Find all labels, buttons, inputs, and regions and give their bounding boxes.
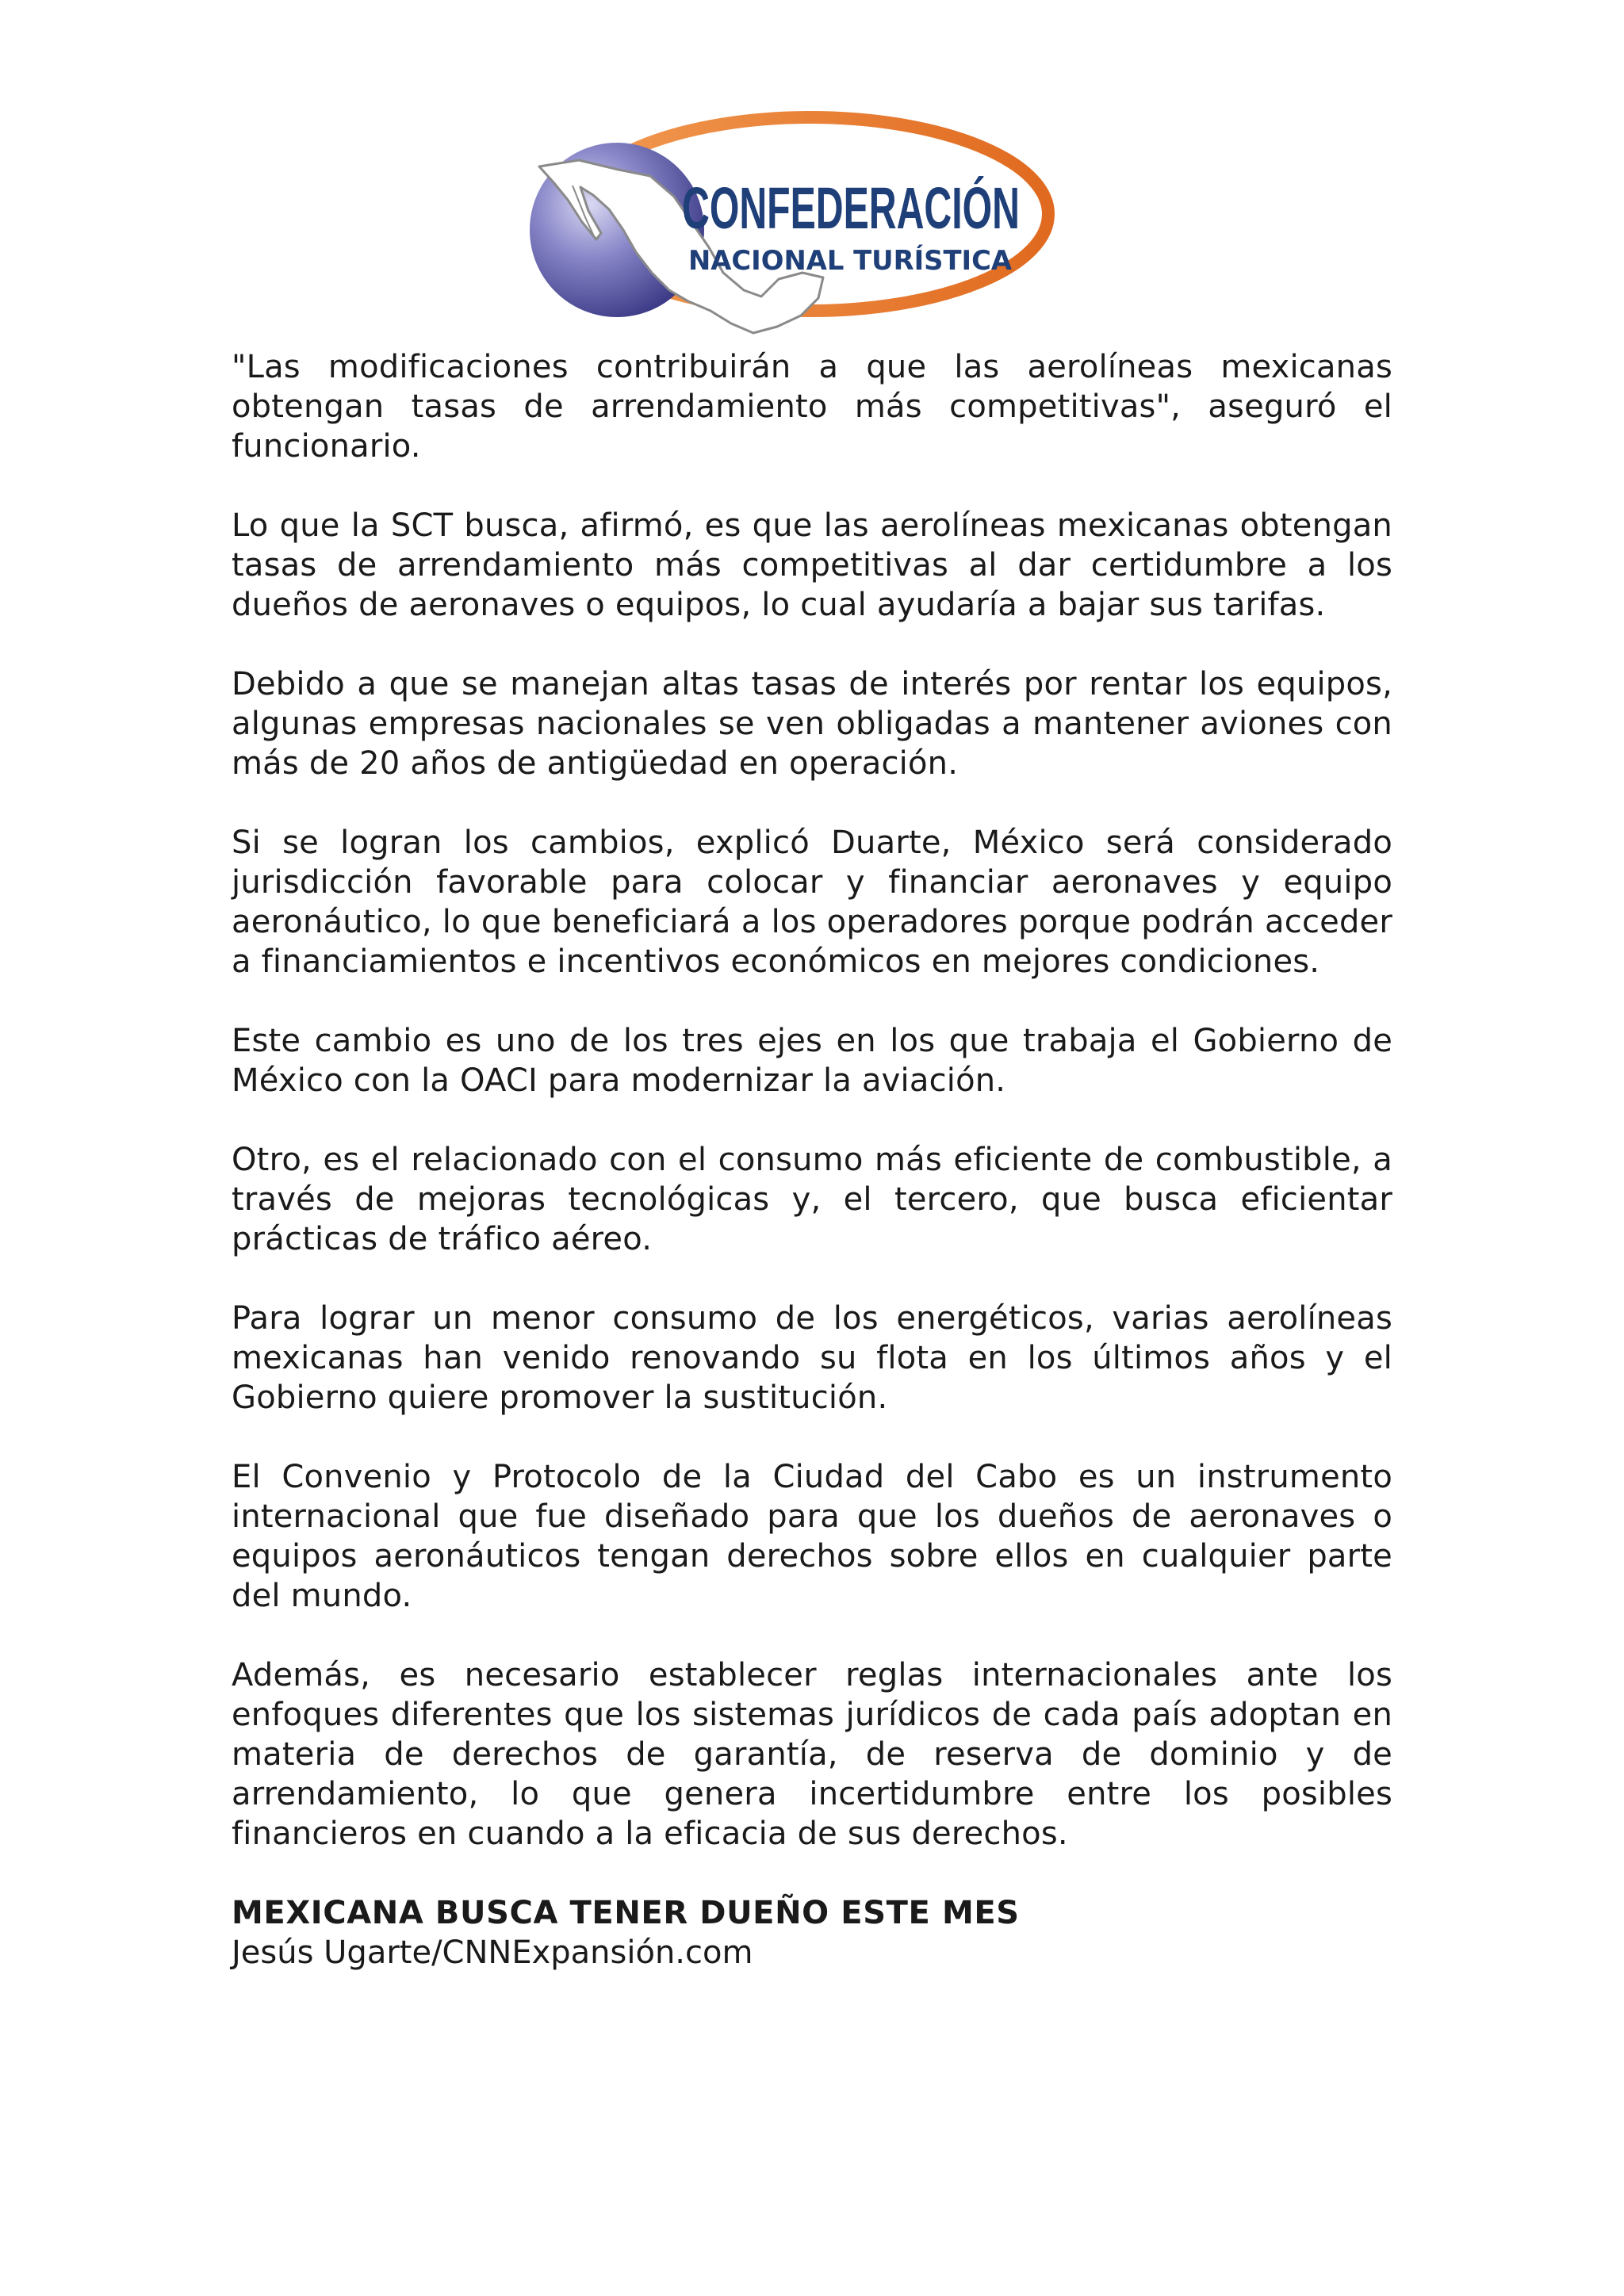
logo-line-1: CONFEDERACIÓN	[682, 175, 1020, 241]
logo-graphic	[523, 103, 1078, 349]
paragraph-8: El Convenio y Protocolo de la Ciudad del Cabo es un instrumento internacional que fue diseñado para que los dueños de aeronaves o equipos aeronáuticos tengan derechos sobre ellos en cualquier parte del mundo.	[232, 1459, 1392, 1614]
paragraph-7: Para lograr un menor consumo de los energéticos, varias aerolíneas mexicanas han venido renovando su flota en los últimos años y el Gobierno quiere promover la sustitución.	[232, 1300, 1392, 1416]
confederacion-logo	[523, 103, 1078, 349]
paragraph-2: Lo que la SCT busca, afirmó, es que las aerolíneas mexicanas obtengan tasas de arrendamiento más competitivas al dar certidumbre a los dueños de aeronaves o equipos, lo cual ayudaría a bajar sus tarifas.	[232, 507, 1392, 623]
paragraph-5: Este cambio es uno de los tres ejes en los que trabaja el Gobierno de México con la OACI para modernizar la aviación.	[232, 1023, 1392, 1099]
paragraph-3: Debido a que se manejan altas tasas de interés por rentar los equipos, algunas empresas nacionales se ven obligadas a mantener aviones con más de 20 años de antigüedad en operación.	[232, 666, 1392, 782]
paragraph-6: Otro, es el relacionado con el consumo más eficiente de combustible, a través de mejoras tecnológicas y, el tercero, que busca eficientar prácticas de tráfico aéreo.	[232, 1142, 1392, 1257]
paragraph-1: "Las modificaciones contribuirán a que las aerolíneas mexicanas obtengan tasas de arrendamiento más competitivas", aseguró el funcionario.	[232, 349, 1392, 465]
article-byline: Jesús Ugarte/CNNExpansión.com	[232, 1934, 753, 1971]
paragraph-9: Además, es necesario establecer reglas internacionales ante los enfoques diferentes que los sistemas jurídicos de cada país adoptan en materia de derechos de garantía, de reserva de dominio y de arrendamiento, lo que genera incertidumbre entre los posibles financieros en cuando a la eficacia de sus derechos.	[232, 1657, 1392, 1852]
paragraph-4: Si se logran los cambios, explicó Duarte, México será considerado jurisdicción favorable para colocar y financiar aeronaves y equipo aeronáutico, lo que beneficiará a los operadores porque podrán acceder a financiamientos e incentivos económicos en mejores condiciones.	[232, 825, 1392, 980]
logo-line-2: NACIONAL TURÍSTICA	[688, 245, 1014, 277]
article-body	[232, 347, 1392, 1973]
article-headline: MEXICANA BUSCA TENER DUEÑO ESTE MES	[232, 1895, 1020, 1931]
